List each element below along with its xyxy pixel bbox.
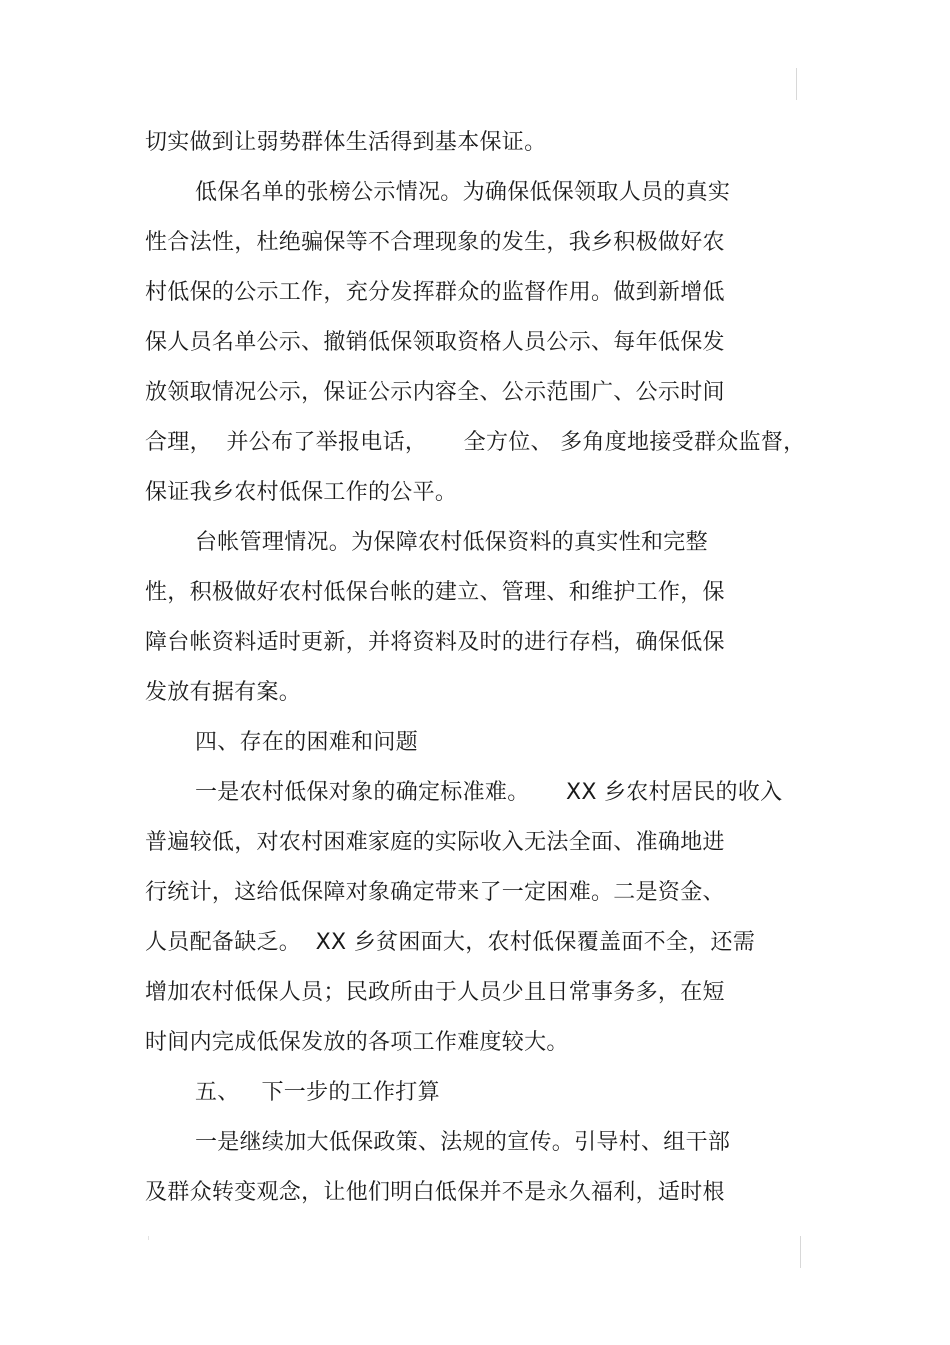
paragraph-start-line: 一是农村低保对象的确定标准难。 XX 乡农村居民的收入 (195, 780, 783, 805)
text-line: 普遍较低，对农村困难家庭的实际收入无法全面、准确地进 (145, 830, 725, 855)
margin-mark (800, 1236, 801, 1268)
text-line: 障台帐资料适时更新，并将资料及时的进行存档，确保低保 (145, 630, 725, 655)
text-line: 切实做到让弱势群体生活得到基本保证。 (145, 130, 547, 155)
text-line: 性合法性，杜绝骗保等不合理现象的发生，我乡积极做好农 (145, 230, 725, 255)
text-line: 发放有据有案。 (145, 680, 302, 705)
text-line: 保人员名单公示、撤销低保领取资格人员公示、每年低保发 (145, 330, 725, 355)
paragraph-start-line: 一是继续加大低保政策、法规的宣传。引导村、组干部 (195, 1130, 731, 1155)
section-heading: 五、 下一步的工作打算 (195, 1080, 440, 1105)
text-line: 村低保的公示工作，充分发挥群众的监督作用。做到新增低 (145, 280, 725, 305)
text-line: 增加农村低保人员；民政所由于人员少且日常事务多，在短 (145, 980, 725, 1005)
text-line: 及群众转变观念，让他们明白低保并不是永久福利，适时根 (145, 1180, 725, 1205)
text-line: 保证我乡农村低保工作的公平。 (145, 480, 458, 505)
text-line: 时间内完成低保发放的各项工作难度较大。 (145, 1030, 569, 1055)
paragraph-start-line: 台帐管理情况。为保障农村低保资料的真实性和完整 (195, 530, 708, 555)
paragraph-start-line: 低保名单的张榜公示情况。为确保低保领取人员的真实 (195, 180, 731, 205)
text-line: 性，积极做好农村低保台帐的建立、管理、和维护工作，保 (145, 580, 725, 605)
text-line: 行统计，这给低保障对象确定带来了一定困难。二是资金、 (145, 880, 725, 905)
text-line: 合理， 并公布了举报电话， 全方位、 多角度地接受群众监督， (145, 430, 806, 455)
margin-mark (796, 68, 797, 100)
text-line: 人员配备缺乏。 XX 乡贫困面大，农村低保覆盖面不全，还需 (145, 930, 756, 955)
margin-mark (148, 1236, 149, 1240)
section-heading: 四、存在的困难和问题 (195, 730, 419, 755)
text-line: 放领取情况公示，保证公示内容全、公示范围广、公示时间 (145, 380, 725, 405)
